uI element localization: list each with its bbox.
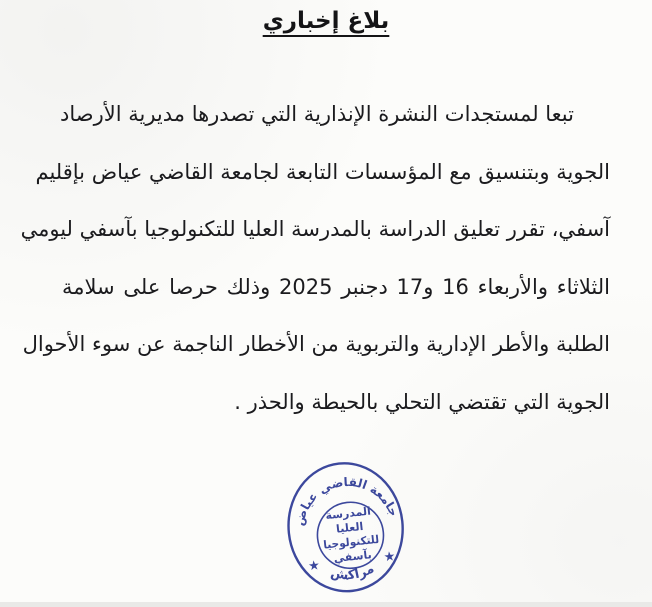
star-icon: ★: [382, 549, 397, 566]
stamp-center-line: بآسفي: [333, 548, 373, 566]
notice-body: [20, 86, 610, 431]
stamp-center-line: للتكنولوجيا: [322, 532, 383, 552]
body-line: الثلاثاء والأربعاء 16 و17 دجنبر 2025 وذلك حرصا على سلامة: [62, 274, 610, 299]
body-line: الجوية وبتنسيق مع المؤسسات التابعة لجامعة القاضي عياض بإقليم: [35, 159, 610, 184]
star-icon: ★: [307, 558, 321, 575]
body-line: آسفي، تقرر تعليق الدراسة بالمدرسة العليا للتكنولوجيا بآسفي ليومي: [20, 217, 610, 241]
body-line: الجوية التي تقتضي التحلي بالحيطة والحذر .: [234, 389, 610, 414]
university-seal-stamp: [266, 447, 426, 607]
stamp-ring-bottom-text: مراكش: [329, 561, 377, 584]
stamp-center-line: العليا: [335, 519, 364, 536]
notice-title: بلاغ إخباري: [262, 8, 390, 34]
stamp-ring-top-text: جامعة القاضي عياض: [291, 474, 402, 528]
body-line: الطلبة والأطر الإدارية والتربوية من الأخطار الناجمة عن سوء الأحوال: [22, 332, 610, 356]
stamp-center-line: المدرسة: [324, 504, 372, 523]
body-line: تبعا لمستجدات النشرة الإنذارية التي تصدرها مديرية الأرصاد: [60, 102, 574, 126]
